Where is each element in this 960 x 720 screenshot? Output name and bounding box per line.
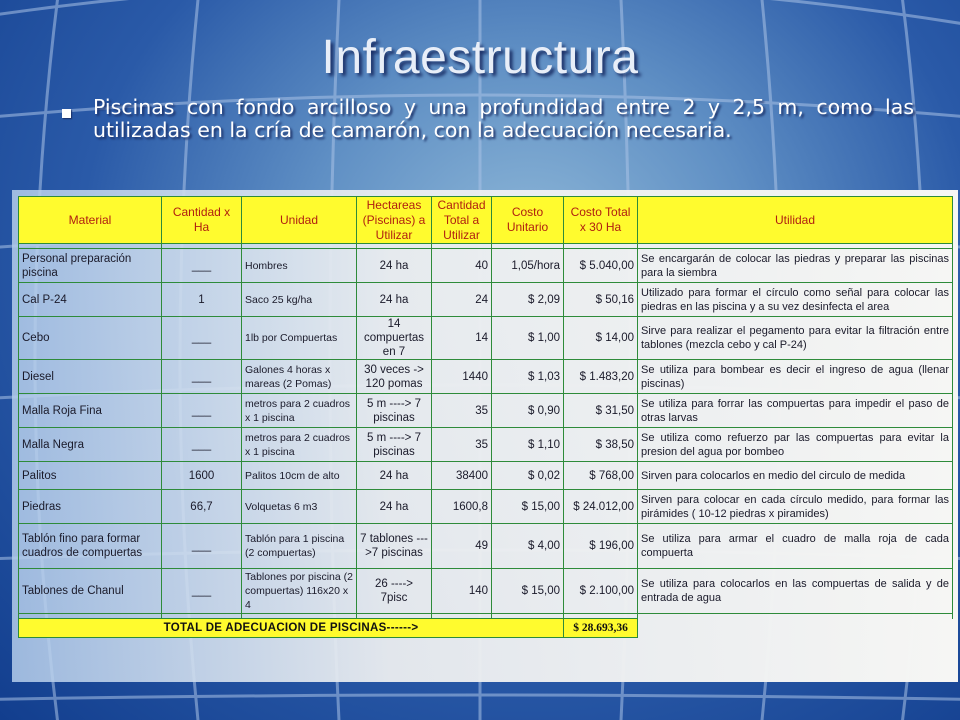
- cell-hectareas: 24 ha: [357, 490, 432, 524]
- cell-unidad: Hombres: [242, 249, 357, 283]
- cell-material: Malla Negra: [19, 428, 162, 462]
- cell-unidad: 1lb por Compuertas: [242, 317, 357, 360]
- table-row: [19, 283, 953, 317]
- cell-cantidad-total: 1440: [432, 360, 492, 394]
- cell-utilidad: Se utiliza para bombear es decir el ingreso de agua (llenar piscinas): [638, 360, 953, 394]
- cell-unidad: Tablón para 1 piscina (2 compuertas): [242, 524, 357, 569]
- cell-costo-unitario: $ 15,00: [492, 490, 564, 524]
- cell-utilidad: Sirve para realizar el pegamento para evitar la filtración entre tablones (mezcla cebo y cal P-24): [638, 317, 953, 360]
- table-row: [19, 490, 953, 524]
- cell-costo-total: $ 1.483,20: [564, 360, 638, 394]
- cell-material: Piedras: [19, 490, 162, 524]
- cell-costo-unitario: $ 1,00: [492, 317, 564, 360]
- cell-costo-unitario: $ 1,10: [492, 428, 564, 462]
- table-row: [19, 394, 953, 428]
- header-cantidad: Cantidad x Ha: [162, 197, 242, 244]
- cell-costo-total: $ 31,50: [564, 394, 638, 428]
- bullet-item: [62, 96, 914, 142]
- cell-hectareas: 26 ----> 7pisc: [357, 569, 432, 614]
- slide-title: Infraestructura: [321, 31, 639, 84]
- header-costo-unitario: Costo Unitario: [492, 197, 564, 244]
- cell-unidad: Tablones por piscina (2 compuertas) 116x20 x 4: [242, 569, 357, 614]
- cell-hectareas: 5 m ----> 7 piscinas: [357, 394, 432, 428]
- cell-costo-unitario: 1,05/hora: [492, 249, 564, 283]
- cell-cantidad: ___: [162, 569, 242, 614]
- infrastructure-cost-table: [18, 196, 953, 638]
- header-costo-total: Costo Total x 30 Ha: [564, 197, 638, 244]
- header-utilidad: Utilidad: [638, 197, 953, 244]
- table-row: [19, 360, 953, 394]
- cell-costo-total: $ 50,16: [564, 283, 638, 317]
- cell-unidad: Saco 25 kg/ha: [242, 283, 357, 317]
- cell-costo-total: $ 24.012,00: [564, 490, 638, 524]
- header-hectareas: Hectareas (Piscinas) a Utilizar: [357, 197, 432, 244]
- cell-cantidad: ___: [162, 249, 242, 283]
- cell-utilidad: Sirven para colocar en cada círculo medido, para formar las pirámides ( 10-12 piedras x piramides): [638, 490, 953, 524]
- cell-costo-total: $ 768,00: [564, 462, 638, 490]
- cell-hectareas: 5 m ----> 7 piscinas: [357, 428, 432, 462]
- table-row: [19, 524, 953, 569]
- cell-hectareas: 24 ha: [357, 462, 432, 490]
- cell-hectareas: 14 compuertas en 7: [357, 317, 432, 360]
- cell-cantidad-total: 14: [432, 317, 492, 360]
- cell-cantidad: ___: [162, 317, 242, 360]
- cell-costo-total: $ 5.040,00: [564, 249, 638, 283]
- total-row: [19, 619, 953, 638]
- cost-table-panel: [12, 190, 958, 682]
- total-empty-cell: [638, 619, 953, 638]
- cell-utilidad: Se utiliza para armar el cuadro de malla roja de cada compuerta: [638, 524, 953, 569]
- cell-cantidad-total: 49: [432, 524, 492, 569]
- cell-cantidad-total: 35: [432, 428, 492, 462]
- cell-cantidad: 1600: [162, 462, 242, 490]
- cell-unidad: metros para 2 cuadros x 1 piscina: [242, 428, 357, 462]
- cell-costo-total: $ 196,00: [564, 524, 638, 569]
- header-unidad: Unidad: [242, 197, 357, 244]
- cell-unidad: Palitos 10cm de alto: [242, 462, 357, 490]
- header-material: Material: [19, 197, 162, 244]
- cell-costo-total: $ 38,50: [564, 428, 638, 462]
- cell-cantidad: ___: [162, 360, 242, 394]
- cell-cantidad-total: 24: [432, 283, 492, 317]
- cell-utilidad: Sirven para colocarlos en medio del circulo de medida: [638, 462, 953, 490]
- cell-costo-unitario: $ 15,00: [492, 569, 564, 614]
- cell-cantidad: ___: [162, 524, 242, 569]
- cell-costo-unitario: $ 0,90: [492, 394, 564, 428]
- cell-cantidad-total: 38400: [432, 462, 492, 490]
- cell-material: Palitos: [19, 462, 162, 490]
- cell-material: Personal preparación piscina: [19, 249, 162, 283]
- cell-costo-total: $ 14,00: [564, 317, 638, 360]
- cell-material: Malla Roja Fina: [19, 394, 162, 428]
- cell-cantidad-total: 35: [432, 394, 492, 428]
- cell-utilidad: Se utiliza para colocarlos en las compuertas de salida y de entrada de agua: [638, 569, 953, 614]
- table-row: [19, 317, 953, 360]
- cell-cantidad: 66,7: [162, 490, 242, 524]
- cell-utilidad: Se utiliza para forrar las compuertas para impedir el paso de otras larvas: [638, 394, 953, 428]
- cell-cantidad-total: 140: [432, 569, 492, 614]
- cell-hectareas: 30 veces -> 120 pomas: [357, 360, 432, 394]
- cell-cantidad: ___: [162, 394, 242, 428]
- total-label: TOTAL DE ADECUACION DE PISCINAS------>: [19, 619, 564, 638]
- cell-cantidad: ___: [162, 428, 242, 462]
- table-header-row: [19, 197, 953, 244]
- cell-material: Cebo: [19, 317, 162, 360]
- cell-utilidad: Utilizado para formar el círculo como señal para colocar las piedras en las piscina y a su vez desinfecta el area: [638, 283, 953, 317]
- cell-hectareas: 24 ha: [357, 283, 432, 317]
- cell-cantidad: 1: [162, 283, 242, 317]
- cell-material: Cal P-24: [19, 283, 162, 317]
- table-row: [19, 569, 953, 614]
- cell-cantidad-total: 40: [432, 249, 492, 283]
- header-cantidad-total: Cantidad Total a Utilizar: [432, 197, 492, 244]
- cell-unidad: metros para 2 cuadros x 1 piscina: [242, 394, 357, 428]
- cell-material: Tablones de Chanul: [19, 569, 162, 614]
- cell-cantidad-total: 1600,8: [432, 490, 492, 524]
- cell-material: Tablón fino para formar cuadros de compuertas: [19, 524, 162, 569]
- cell-unidad: Galones 4 horas x mareas (2 Pomas): [242, 360, 357, 394]
- cell-costo-unitario: $ 2,09: [492, 283, 564, 317]
- square-bullet-icon: [62, 109, 71, 118]
- cell-costo-unitario: $ 4,00: [492, 524, 564, 569]
- bullet-text: Piscinas con fondo arcilloso y una profundidad entre 2 y 2,5 m, como las utilizadas en la cría de camarón, con la adecuación necesaria.: [93, 95, 914, 142]
- cell-utilidad: Se encargarán de colocar las piedras y preparar las piscinas para la siembra: [638, 249, 953, 283]
- table-row: [19, 249, 953, 283]
- table-row: [19, 462, 953, 490]
- cell-costo-unitario: $ 0,02: [492, 462, 564, 490]
- table-row: [19, 428, 953, 462]
- total-value: $ 28.693,36: [564, 619, 638, 638]
- cell-costo-total: $ 2.100,00: [564, 569, 638, 614]
- cell-utilidad: Se utiliza como refuerzo par las compuertas para evitar la presion del agua por bombeo: [638, 428, 953, 462]
- cell-hectareas: 24 ha: [357, 249, 432, 283]
- cell-unidad: Volquetas 6 m3: [242, 490, 357, 524]
- cell-hectareas: 7 tablones --->7 piscinas: [357, 524, 432, 569]
- cell-costo-unitario: $ 1,03: [492, 360, 564, 394]
- cell-material: Diesel: [19, 360, 162, 394]
